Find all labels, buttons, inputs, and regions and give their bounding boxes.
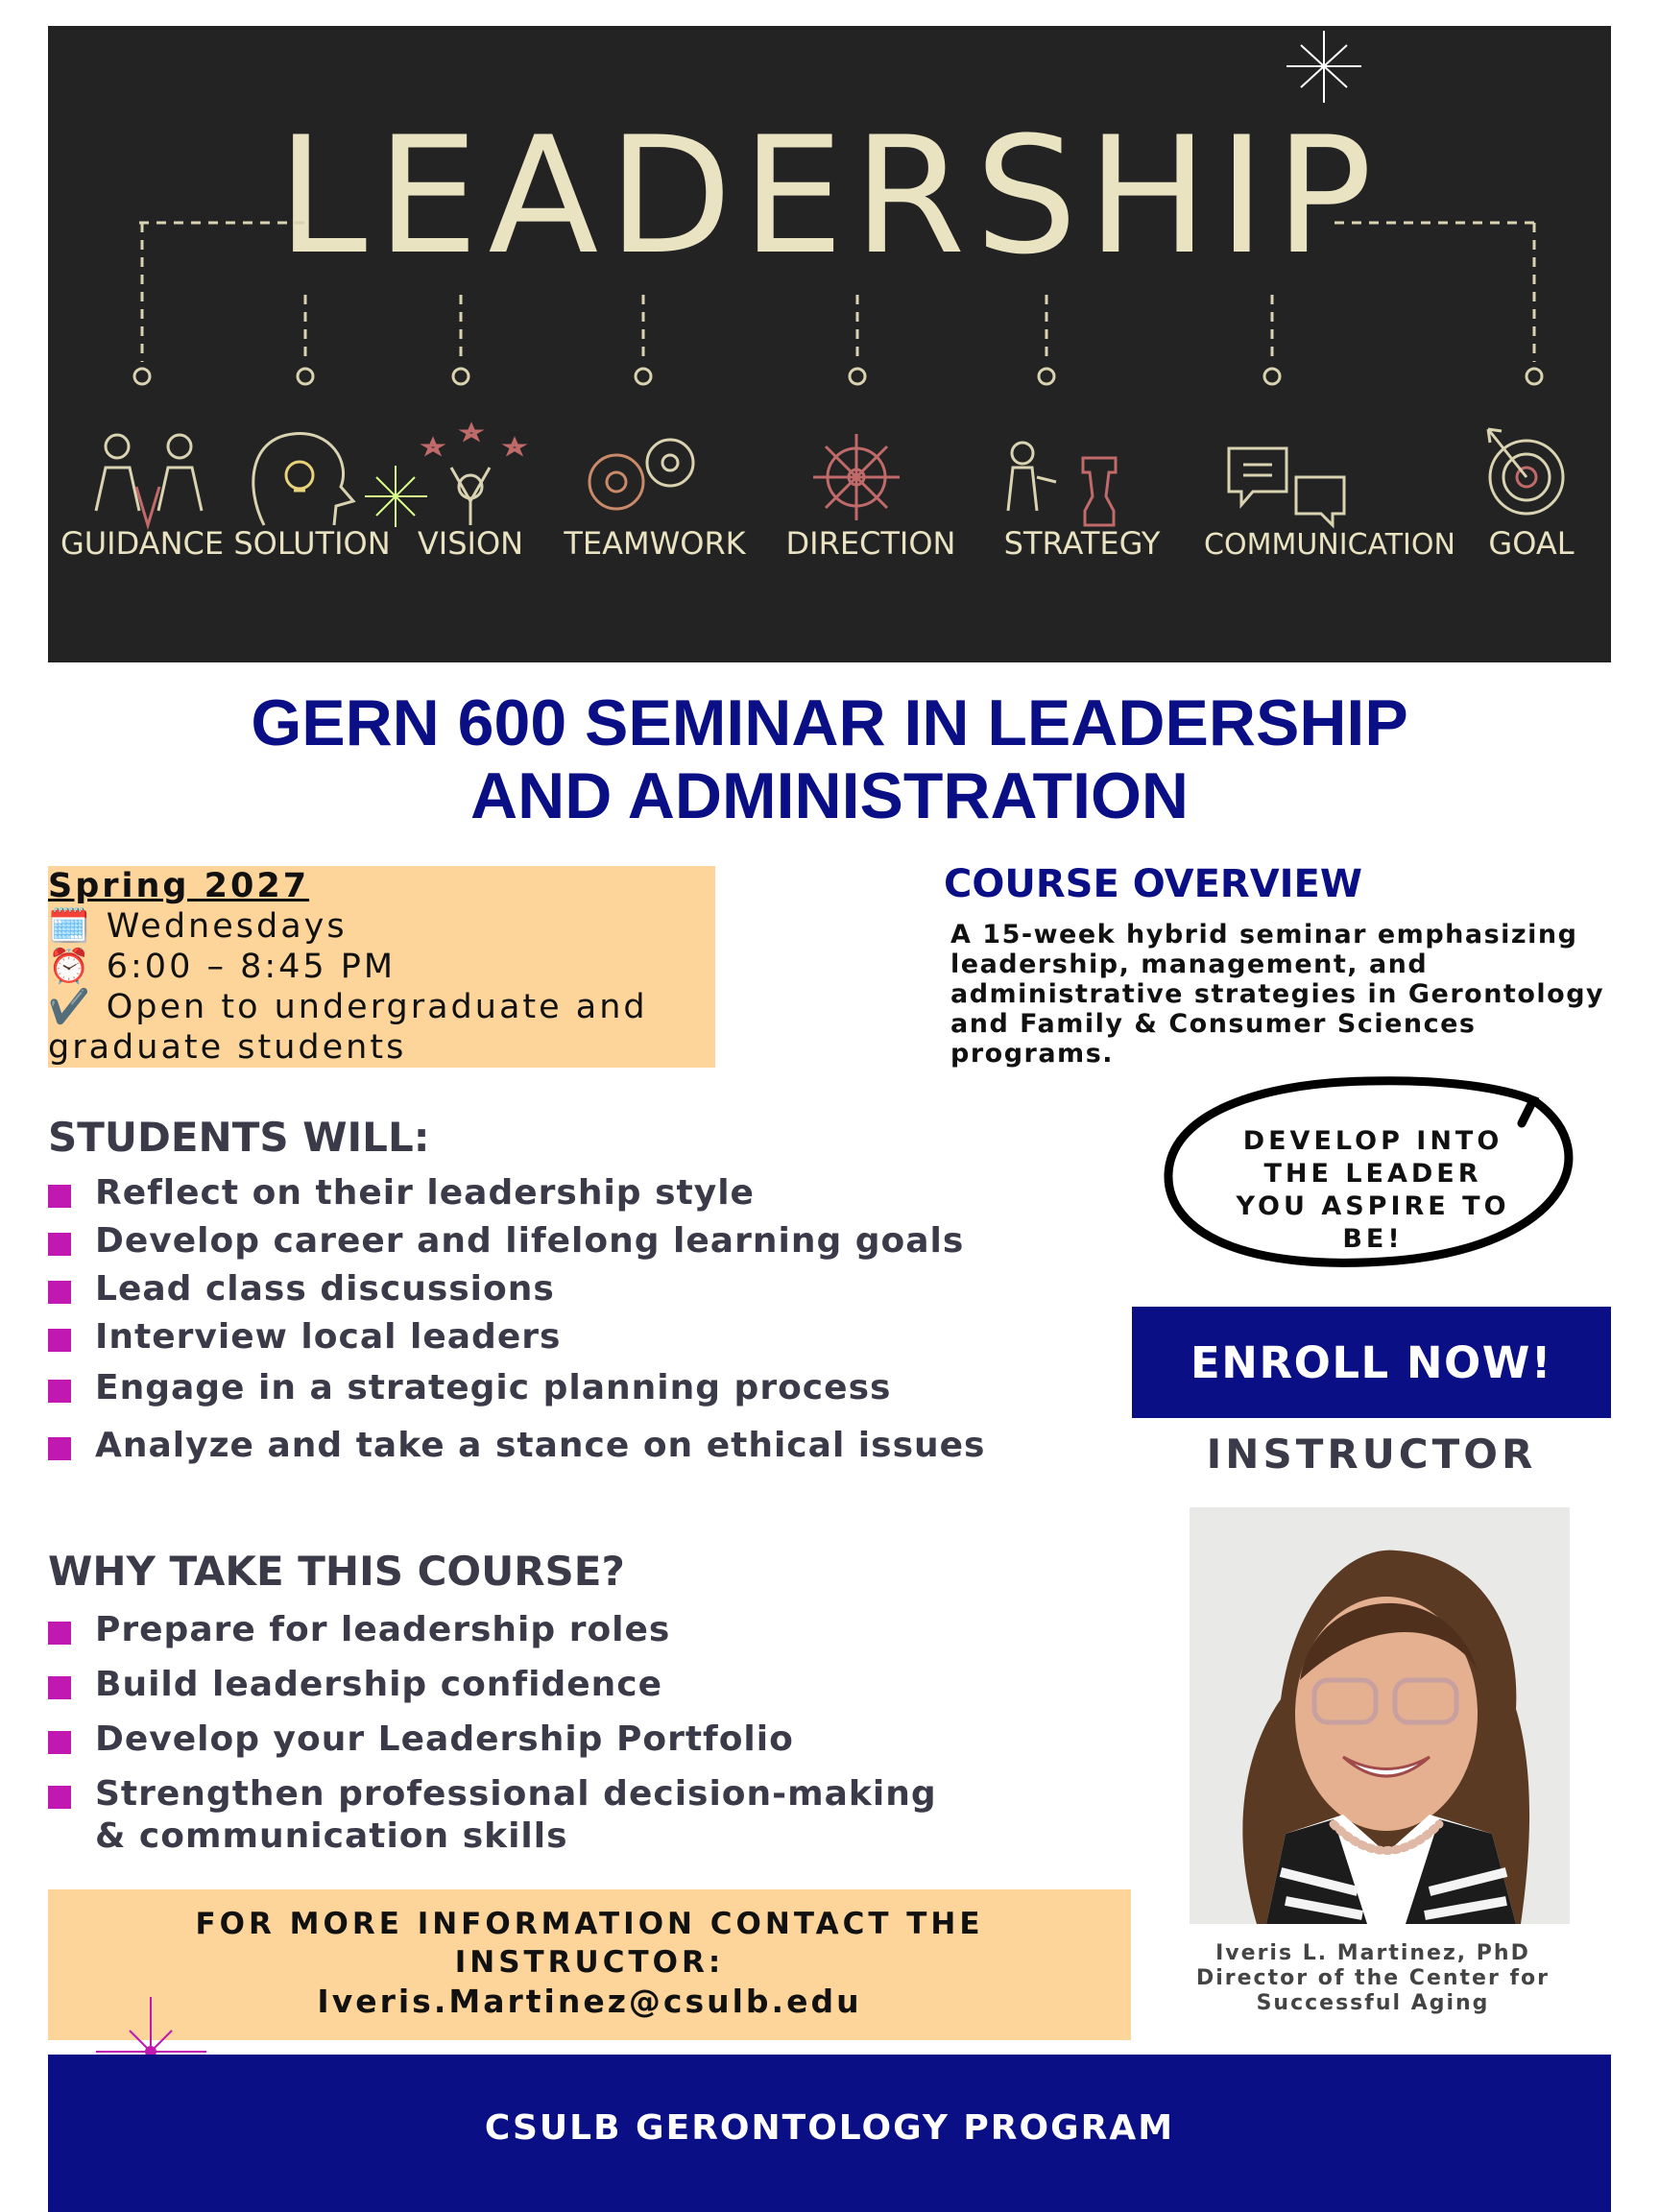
hero-label-vision: VISION — [417, 525, 524, 562]
schedule-time — [48, 947, 715, 987]
alarm-clock-icon: ⏰ — [48, 948, 93, 986]
instructor-name: Iveris L. Martinez, PhD — [1215, 1941, 1530, 1965]
list-item-text: Develop your Leadership Portfolio — [95, 1719, 794, 1759]
contact-line2: INSTRUCTOR: — [454, 1945, 725, 1980]
chalkboard-illustration — [48, 26, 1611, 662]
list-item-text: Strengthen professional decision-making — [95, 1774, 937, 1814]
callout-line2: THE LEADER — [1263, 1159, 1482, 1189]
instructor-photo — [1190, 1507, 1570, 1924]
list-item — [48, 1221, 1104, 1269]
bullet-square-icon — [48, 1281, 71, 1304]
hero-label-guidance: GUIDANCE — [60, 525, 225, 562]
check-mark-icon: ✔️ — [48, 988, 93, 1026]
bullet-square-icon — [48, 1233, 71, 1256]
enroll-now-button[interactable]: ENROLL NOW! — [1132, 1307, 1611, 1418]
gears-icon — [589, 440, 693, 509]
bullet-square-icon — [48, 1329, 71, 1352]
hero-headline: LEADERSHIP — [276, 102, 1382, 290]
people-icon — [96, 435, 202, 525]
list-item-text: Interview local leaders — [95, 1317, 562, 1357]
list-item-text: Analyze and take a stance on ethical issues — [95, 1426, 986, 1465]
hero-chalkboard-image — [48, 26, 1611, 662]
list-item-text: Prepare for leadership roles — [95, 1610, 671, 1649]
hero-label-teamwork: TEAMWORK — [564, 525, 746, 562]
contact-line1: FOR MORE INFORMATION CONTACT THE — [195, 1907, 984, 1941]
hero-label-goal: GOAL — [1488, 525, 1575, 562]
list-item-continuation — [48, 1816, 1104, 1859]
lightbulb-head-icon — [253, 434, 353, 525]
schedule-time-text: 6:00 – 8:45 PM — [106, 948, 397, 986]
list-item-text: Reflect on their leadership style — [95, 1173, 755, 1213]
target-icon — [1488, 429, 1563, 514]
course-title-line1: GERN 600 SEMINAR IN LEADERSHIP — [251, 686, 1408, 759]
instructor-portrait — [1190, 1507, 1570, 1924]
bullet-square-icon — [48, 1731, 71, 1754]
list-item — [48, 1426, 1104, 1474]
term: Spring 2027 — [48, 867, 310, 905]
why-take-list — [48, 1610, 1104, 1859]
callout-text — [1200, 1125, 1546, 1256]
eligibility-text-line1: Open to undergraduate and — [106, 988, 648, 1026]
callout-line1: DEVELOP INTO — [1242, 1126, 1503, 1156]
speech-bubbles-icon — [1229, 448, 1344, 525]
footer-banner — [48, 2055, 1611, 2212]
sparkle-icon — [1286, 31, 1361, 103]
list-item-text: Build leadership confidence — [95, 1665, 663, 1704]
schedule-day — [48, 906, 715, 947]
list-item-text: Lead class discussions — [95, 1269, 555, 1309]
bullet-square-icon — [48, 1622, 71, 1645]
list-item — [48, 1719, 1104, 1774]
connector-nodes — [134, 369, 1542, 384]
bullet-square-icon — [48, 1437, 71, 1460]
sparkle-icon — [365, 466, 427, 527]
list-item-text: Develop career and lifelong learning goals — [95, 1221, 965, 1261]
list-item — [48, 1610, 1104, 1665]
contact-box — [48, 1889, 1131, 2040]
chess-icon — [1008, 443, 1116, 525]
list-item-text: & communication skills — [95, 1816, 568, 1856]
ship-wheel-icon — [813, 434, 900, 520]
calendar-icon: 🗓️ — [48, 907, 93, 946]
overview-heading: COURSE OVERVIEW — [944, 862, 1362, 906]
hero-label-strategy: STRATEGY — [1003, 525, 1161, 562]
list-item — [48, 1774, 1104, 1816]
students-will-list — [48, 1173, 1104, 1474]
course-title-line2: AND ADMINISTRATION — [470, 759, 1189, 832]
why-take-heading: WHY TAKE THIS COURSE? — [48, 1548, 625, 1595]
instructor-caption — [1152, 1941, 1594, 2016]
list-item — [48, 1665, 1104, 1719]
list-item-text: Engage in a strategic planning process — [95, 1368, 892, 1407]
hero-label-solution: SOLUTION — [233, 525, 391, 562]
hero-label-direction: DIRECTION — [785, 525, 956, 562]
callout-line3: YOU ASPIRE TO — [1236, 1191, 1510, 1221]
schedule-eligibility — [48, 987, 715, 1027]
star-person-icon — [425, 425, 522, 525]
students-will-heading: STUDENTS WILL: — [48, 1114, 430, 1161]
list-item — [48, 1317, 1104, 1368]
hero-label-communication: COMMUNICATION — [1204, 528, 1455, 562]
bullet-square-icon — [48, 1676, 71, 1699]
list-item — [48, 1269, 1104, 1317]
instructor-heading: INSTRUCTOR — [1206, 1431, 1537, 1478]
schedule-box — [48, 866, 715, 1068]
bullet-square-icon — [48, 1380, 71, 1403]
bullet-square-icon — [48, 1786, 71, 1809]
eligibility-text-line2: graduate students — [48, 1028, 407, 1067]
bullet-square-icon — [48, 1185, 71, 1208]
list-item — [48, 1173, 1104, 1221]
instructor-role-line2: Successful Aging — [1256, 1991, 1490, 2015]
callout-line4: BE! — [1342, 1224, 1404, 1254]
overview-text: A 15-week hybrid seminar emphasizing leadership, management, and administrative strategies in Gerontology and Family & Consumer Sciences programs. — [950, 920, 1605, 1069]
course-title — [48, 686, 1611, 832]
list-item — [48, 1368, 1104, 1426]
instructor-role-line1: Director of the Center for — [1195, 1966, 1551, 1990]
footer-text: CSULB GERONTOLOGY PROGRAM — [484, 2107, 1175, 2148]
schedule-day-text: Wednesdays — [106, 907, 348, 946]
contact-email-link[interactable]: Iveris.Martinez@csulb.edu — [317, 1983, 862, 2020]
